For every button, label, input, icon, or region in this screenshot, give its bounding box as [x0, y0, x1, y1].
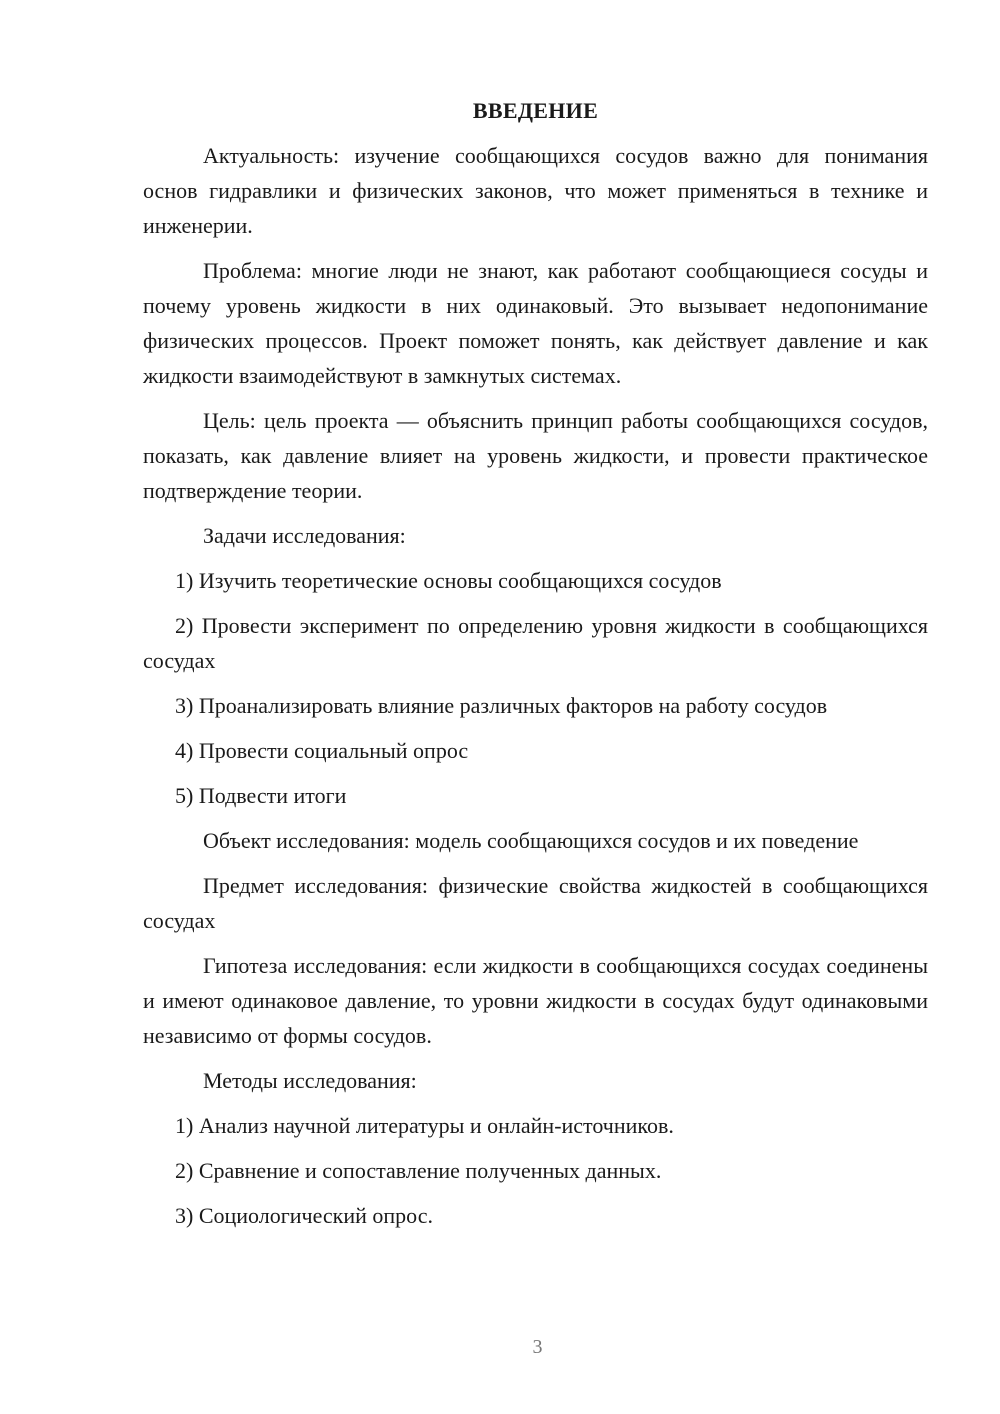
method-item: 2) Сравнение и сопоставление полученных данных.: [175, 1158, 662, 1183]
relevance-paragraph: Актуальность: изучение сообщающихся сосудов важно для понимания основ гидравлики и физических законов, что может применяться в технике и инженерии.: [143, 143, 928, 238]
problem-paragraph: Проблема: многие люди не знают, как работают сообщающиеся сосуды и почему уровень жидкости в них одинаковый. Это вызывает недопонимание физических процессов. Проект поможет понять, как действует давление и как жидкости взаимодействуют в замкнутых системах.: [143, 258, 928, 388]
task-item: 3) Проанализировать влияние различных факторов на работу сосудов: [175, 693, 828, 718]
goal-paragraph: Цель: цель проекта — объяснить принцип работы сообщающихся сосудов, показать, как давление влияет на уровень жидкости, и провести практическое подтверждение теории.: [143, 408, 928, 503]
method-item: 1) Анализ научной литературы и онлайн-источников.: [175, 1113, 674, 1138]
section-title: ВВЕДЕНИЕ: [472, 98, 599, 123]
methods-heading: Методы исследования:: [203, 1068, 417, 1093]
object-paragraph: Объект исследования: модель сообщающихся сосудов и их поведение: [203, 828, 859, 853]
method-item: 3) Социологический опрос.: [175, 1203, 433, 1228]
tasks-heading: Задачи исследования:: [203, 523, 406, 548]
task-item: 4) Провести социальный опрос: [175, 738, 469, 763]
document-page: [143, 96, 928, 1243]
hypothesis-paragraph: Гипотеза исследования: если жидкости в сообщающихся сосудах соединены и имеют одинаковое давление, то уровни жидкости в сосудах будут одинаковыми независимо от формы сосудов.: [143, 953, 928, 1048]
page-number: 3: [532, 1336, 543, 1358]
task-item: 5) Подвести итоги: [175, 783, 347, 808]
task-item: 2) Провести эксперимент по определению уровня жидкости в сообщающихся сосудах: [143, 613, 928, 673]
task-item: 1) Изучить теоретические основы сообщающихся сосудов: [175, 568, 722, 593]
subject-paragraph: Предмет исследования: физические свойства жидкостей в сообщающихся сосудах: [143, 873, 928, 933]
